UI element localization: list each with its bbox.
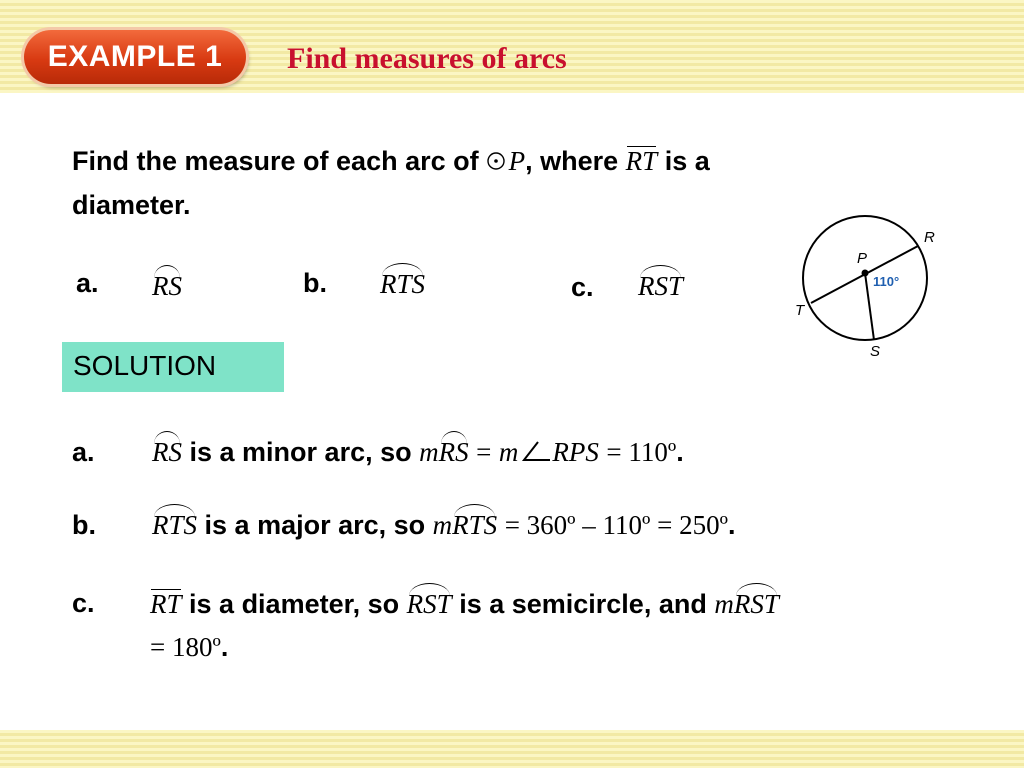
solution-b-line	[152, 510, 736, 541]
solution-a-m: m	[419, 437, 439, 467]
center-point	[862, 270, 869, 277]
part-a-arc: RS	[152, 271, 182, 301]
example-badge	[24, 30, 246, 84]
label-s: S	[870, 343, 881, 360]
angle-icon	[520, 441, 550, 461]
solution-a-eq: =	[476, 437, 492, 467]
example-badge-label: EXAMPLE 1	[47, 40, 223, 73]
solution-c-segment: RT	[150, 589, 182, 619]
solution-a-arc: RS	[152, 437, 182, 467]
solution-b-text: is a major arc, so	[204, 510, 426, 540]
solution-b-end: .	[728, 510, 736, 540]
solution-b-value: = 360º – 110º = 250º	[504, 510, 729, 540]
problem-text-middle: , where	[525, 146, 619, 176]
solution-b-arc2: RTS	[452, 510, 498, 540]
solution-a-end: .	[676, 437, 684, 467]
solution-a-m2: m	[498, 437, 519, 467]
solution-c-m: m	[714, 589, 734, 619]
solution-a-line	[152, 437, 684, 468]
solution-c-value: = 180º	[150, 632, 221, 662]
problem-text-after: is a	[664, 146, 710, 176]
solution-c-end: .	[220, 632, 229, 662]
angle-label: 110°	[873, 274, 900, 289]
label-r: R	[924, 229, 935, 246]
solution-a-arc2: RS	[438, 437, 469, 467]
solution-b-arc: RTS	[152, 510, 198, 540]
solution-c-text1: is a diameter, so	[189, 589, 400, 619]
solution-c-arc2: RST	[733, 589, 779, 619]
solution-b-label: b.	[72, 510, 96, 540]
part-b-arc: RTS	[380, 269, 426, 299]
problem-line-1	[72, 146, 710, 177]
solution-a-label: a.	[72, 437, 95, 467]
part-a-label: a.	[76, 268, 99, 298]
label-t: T	[795, 302, 805, 319]
circle-diagram	[785, 205, 955, 365]
solution-c-line-2	[150, 632, 228, 663]
footer-band	[0, 730, 1024, 768]
solution-c-arc: RST	[406, 589, 452, 619]
slide-title: Find measures of arcs	[287, 42, 567, 75]
label-p: P	[857, 250, 868, 267]
part-b-label: b.	[303, 268, 327, 298]
solution-c-label: c.	[72, 588, 95, 618]
circle-symbol-icon	[485, 152, 507, 170]
solution-box	[62, 342, 284, 392]
solution-c-line	[150, 589, 779, 620]
diameter-segment: RT	[625, 146, 658, 176]
solution-b-m: m	[432, 510, 453, 540]
solution-a-angle: RPS	[552, 437, 599, 467]
solution-a-value: = 110º	[606, 437, 677, 467]
solution-a-text: is a minor arc, so	[189, 437, 412, 467]
problem-text: Find the measure of each arc of	[72, 146, 479, 176]
solution-c-text2: is a semicircle, and	[459, 589, 707, 619]
solution-heading: SOLUTION	[73, 350, 217, 381]
problem-line-2: diameter.	[72, 190, 191, 220]
part-c-arc: RST	[638, 271, 684, 301]
part-c-label: c.	[571, 272, 594, 302]
circle-name: P	[508, 146, 526, 176]
